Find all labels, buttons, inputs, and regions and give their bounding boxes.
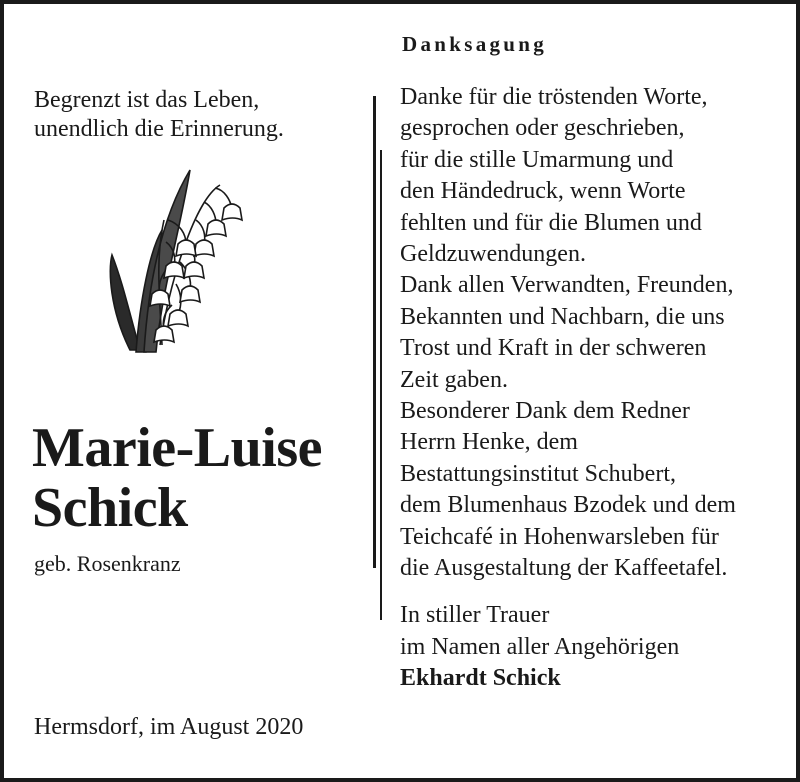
thanks-line: Bestattungsinstitut Schubert, [400,460,676,487]
thanks-line: Bekannten und Nachbarn, die uns [400,303,725,330]
thanks-line: den Händedruck, wenn Worte [400,178,686,205]
thanks-line: für die stille Umarmung und [400,146,674,173]
thanks-text [400,82,736,585]
deceased-first-name: Marie-Luise [32,417,322,479]
birth-name: geb. Rosenkranz [34,551,181,576]
thanks-line: dem Blumenhaus Bzodek und dem [400,492,736,519]
thanks-line: Danke für die tröstenden Worte, [400,84,708,110]
closing-line-1: In stiller Trauer [400,602,550,628]
divider-long [373,96,376,568]
closing-line-2: im Namen aller Angehörigen [400,633,680,660]
closing-block [400,600,679,695]
thanks-line: Trost und Kraft in der schweren [400,335,707,362]
divider-short [380,150,382,620]
thanks-line: Geldzuwendungen. [400,241,586,268]
thanks-line: Zeit gaben. [400,366,508,393]
thanks-line: gesprochen oder geschrieben, [400,115,685,142]
thanks-line: Besonderer Dank dem Redner [400,398,690,425]
deceased-last-name: Schick [32,477,188,539]
deceased-name [32,418,322,538]
lily-of-the-valley-icon [100,160,260,360]
place-date: Hermsdorf, im August 2020 [34,714,304,740]
thanks-line: Teichcafé in Hohenwarsleben für [400,523,719,550]
motto-line-1: Begrenzt ist das Leben, [34,87,260,113]
signer-name: Ekhardt Schick [400,665,561,691]
notice-heading: Danksagung [402,32,548,56]
motto-line-2: unendlich die Erinnerung. [34,116,284,142]
thanks-line: die Ausgestaltung der Kaffeetafel. [400,555,728,582]
motto [34,86,284,144]
thanks-line: fehlten und für die Blumen und [400,209,702,236]
thanks-line: Dank allen Verwandten, Freunden, [400,272,734,299]
thanks-line: Herrn Henke, dem [400,429,578,456]
